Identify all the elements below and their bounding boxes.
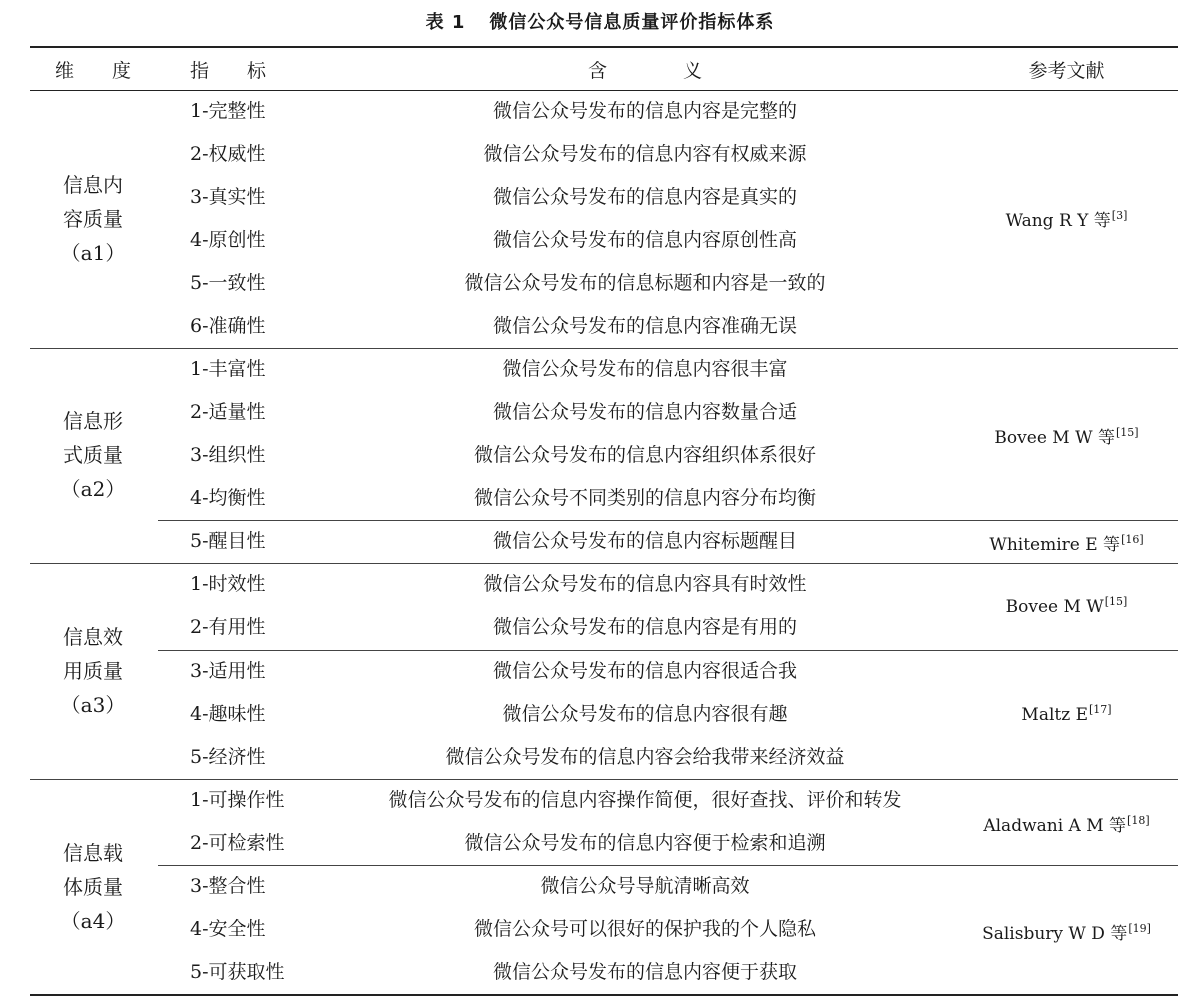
dimension-name-line1: 信息内 [63, 173, 123, 197]
indicator-cell: 5-经济性 [190, 746, 266, 768]
reference-text: Whitemire E 等 [989, 535, 1121, 555]
dimension-a4 [30, 836, 156, 938]
dimension-name-line1: 信息效 [63, 625, 123, 649]
indicator-cell: 3-组织性 [190, 444, 266, 466]
indicator-cell: 2-有用性 [190, 616, 266, 638]
meaning-cell: 微信公众号发布的信息内容有权威来源 [483, 143, 807, 165]
dimension-a2 [30, 404, 156, 506]
reference-text: Maltz E [1021, 705, 1088, 725]
indicator-cell: 4-趣味性 [190, 703, 266, 725]
meaning-cell: 微信公众号发布的信息内容是完整的 [492, 100, 797, 122]
indicator-cell: 6-准确性 [190, 315, 266, 337]
reference-cell [955, 811, 1178, 836]
citation-marker: [15] [1104, 595, 1128, 608]
caption-number: 表 1 [425, 12, 466, 33]
indicator-cell: 2-适量性 [190, 401, 266, 423]
meaning-cell: 微信公众号发布的信息内容准确无误 [492, 315, 797, 337]
indicator-cell: 2-可检索性 [190, 832, 285, 854]
meaning-cell: 微信公众号发布的信息内容会给我带来经济效益 [445, 746, 845, 768]
caption-title: 微信公众号信息质量评价指标体系 [489, 12, 775, 33]
citation-marker: [15] [1115, 426, 1139, 439]
dimension-name-line2: 式质量 [63, 443, 123, 467]
header-dimension: 维 度 [54, 60, 131, 82]
meaning-cell: 微信公众号导航清晰高效 [540, 875, 750, 897]
meaning-cell: 微信公众号发布的信息内容具有时效性 [483, 573, 807, 595]
citation-marker: [17] [1089, 703, 1112, 716]
header-meaning: 含 义 [587, 60, 702, 82]
dimension-code: （a2） [60, 477, 126, 501]
header-reference: 参考文献 [1028, 60, 1105, 82]
meaning-cell: 微信公众号发布的信息内容原创性高 [492, 229, 797, 251]
reference-cell [955, 595, 1178, 617]
indicator-cell: 5-一致性 [190, 272, 266, 294]
reference-text: Aladwani A M 等 [983, 816, 1127, 836]
meaning-cell: 微信公众号发布的信息标题和内容是一致的 [464, 272, 826, 294]
meaning-cell: 微信公众号发布的信息内容便于获取 [492, 961, 797, 983]
reference-text: Salisbury W D 等 [982, 924, 1128, 944]
citation-marker: [18] [1127, 814, 1150, 827]
reference-cell [955, 703, 1178, 725]
meaning-cell: 微信公众号发布的信息内容数量合适 [492, 401, 797, 423]
meaning-cell: 微信公众号发布的信息内容很有趣 [502, 703, 788, 725]
dimension-name-line1: 信息载 [63, 841, 123, 865]
indicator-cell: 2-权威性 [190, 143, 266, 165]
reference-cell [955, 206, 1178, 231]
meaning-cell: 微信公众号发布的信息内容是有用的 [492, 616, 797, 638]
dimension-code: （a3） [60, 693, 126, 717]
meaning-cell: 微信公众号发布的信息内容便于检索和追溯 [464, 832, 826, 854]
dimension-a1 [30, 168, 156, 270]
meaning-cell: 微信公众号发布的信息内容组织体系很好 [473, 444, 816, 466]
indicator-cell: 3-整合性 [190, 875, 266, 897]
dimension-name-line2: 用质量 [63, 659, 123, 683]
dimension-code: （a1） [60, 241, 126, 265]
meaning-cell: 微信公众号发布的信息内容操作简便，很好查找、评价和转发 [388, 789, 902, 811]
reference-cell [955, 423, 1178, 448]
meaning-cell: 微信公众号不同类别的信息内容分布均衡 [473, 487, 816, 509]
bottom-rule [30, 994, 1178, 996]
indicator-cell: 4-安全性 [190, 918, 266, 940]
meaning-cell: 微信公众号发布的信息内容是真实的 [492, 186, 797, 208]
reference-cell [955, 919, 1178, 944]
meaning-cell: 微信公众号发布的信息内容很丰富 [502, 358, 788, 380]
meaning-cell: 微信公众号可以很好的保护我的个人隐私 [473, 918, 816, 940]
dimension-code: （a4） [60, 909, 126, 933]
indicator-cell: 3-适用性 [190, 660, 266, 682]
citation-marker: [16] [1121, 533, 1144, 546]
table-caption [0, 8, 1200, 34]
meaning-cell: 微信公众号发布的信息内容标题醒目 [492, 530, 797, 552]
indicator-cell: 3-真实性 [190, 186, 266, 208]
citation-marker: [3] [1111, 209, 1128, 222]
indicator-cell: 1-完整性 [190, 100, 266, 122]
header-indicator: 指 标 [190, 60, 267, 82]
meaning-cell: 微信公众号发布的信息内容很适合我 [492, 660, 797, 682]
reference-cell [955, 530, 1178, 555]
indicator-cell: 4-均衡性 [190, 487, 266, 509]
reference-text: Wang R Y 等 [1005, 211, 1111, 231]
indicator-cell: 1-可操作性 [190, 789, 285, 811]
top-rule [30, 46, 1178, 48]
dimension-name-line2: 体质量 [63, 875, 123, 899]
indicator-cell: 5-醒目性 [190, 530, 266, 552]
reference-text: Bovee M W [1005, 597, 1104, 617]
citation-marker: [19] [1128, 922, 1151, 935]
indicator-cell: 1-丰富性 [190, 358, 266, 380]
reference-text: Bovee M W 等 [994, 428, 1115, 448]
dimension-name-line2: 容质量 [63, 207, 123, 231]
indicator-cell: 1-时效性 [190, 573, 266, 595]
indicator-cell: 4-原创性 [190, 229, 266, 251]
indicator-cell: 5-可获取性 [190, 961, 285, 983]
dimension-a3 [30, 620, 156, 722]
dimension-name-line1: 信息形 [63, 409, 123, 433]
